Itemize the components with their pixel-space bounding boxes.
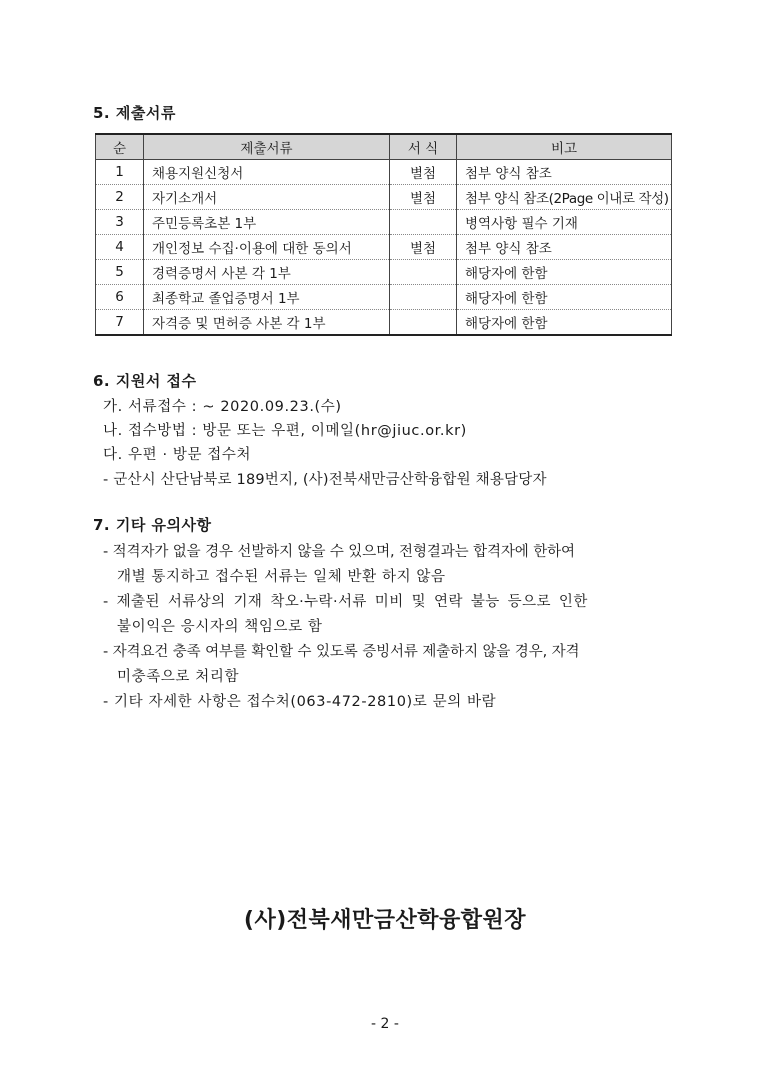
- row-document: 채용지원신청서: [144, 160, 390, 185]
- table-row: [96, 185, 672, 210]
- table-header-row: [96, 134, 672, 160]
- page-number: - 2 -: [371, 1016, 399, 1032]
- row-note: 병역사항 필수 기재: [457, 210, 672, 235]
- row-form: 별첨: [390, 160, 457, 185]
- receipt-address: - 군산시 산단남북로 189번지, (사)전북새만금산학융합원 채용담당자: [103, 472, 547, 488]
- section-6-title: 6. 지원서 접수: [93, 372, 197, 390]
- row-form: [390, 285, 457, 310]
- row-form: [390, 310, 457, 336]
- row-document: 경력증명서 사본 각 1부: [144, 260, 390, 285]
- row-note: 해당자에 한함: [457, 285, 672, 310]
- row-no: 5: [96, 260, 144, 285]
- row-note: 첨부 양식 참조: [457, 235, 672, 260]
- row-document: 최종학교 졸업증명서 1부: [144, 285, 390, 310]
- row-note: 첨부 양식 참조: [457, 160, 672, 185]
- row-form: [390, 210, 457, 235]
- header-form: 서 식: [390, 134, 457, 160]
- header-no: 순: [96, 134, 144, 160]
- issuer-signature: (사)전북새만금산학융합원장: [243, 908, 527, 933]
- row-document: 개인정보 수집·이용에 대한 동의서: [144, 235, 390, 260]
- row-document: 주민등록초본 1부: [144, 210, 390, 235]
- row-note: 해당자에 한함: [457, 310, 672, 336]
- table-row: [96, 285, 672, 310]
- header-note: 비고: [457, 134, 672, 160]
- header-document: 제출서류: [144, 134, 390, 160]
- row-form: [390, 260, 457, 285]
- row-no: 7: [96, 310, 144, 336]
- note-1-line-1: - 적격자가 없을 경우 선발하지 않을 수 있으며, 전형결과는 합격자에 한하여: [103, 544, 575, 560]
- row-form: 별첨: [390, 235, 457, 260]
- row-form: 별첨: [390, 185, 457, 210]
- row-no: 6: [96, 285, 144, 310]
- section-5-title: 5. 제출서류: [93, 104, 176, 122]
- row-no: 2: [96, 185, 144, 210]
- receipt-period: 가. 서류접수 : ~ 2020.09.23.(수): [103, 399, 342, 415]
- note-3-line-2: 미충족으로 처리함: [117, 669, 240, 685]
- note-2-line-1: - 제출된 서류상의 기재 착오·누락·서류 미비 및 연락 불능 등으로 인한: [103, 594, 588, 610]
- row-note: 해당자에 한함: [457, 260, 672, 285]
- note-3-line-1: - 자격요건 충족 여부를 확인할 수 있도록 증빙서류 제출하지 않을 경우, 자격: [103, 644, 580, 660]
- table-row: [96, 235, 672, 260]
- note-1-line-2: 개별 통지하고 접수된 서류는 일체 반환 하지 않음: [117, 569, 446, 585]
- row-note: 첨부 양식 참조(2Page 이내로 작성): [457, 185, 672, 210]
- table-row: [96, 210, 672, 235]
- row-document: 자기소개서: [144, 185, 390, 210]
- table-row: [96, 160, 672, 185]
- section-7-title: 7. 기타 유의사항: [93, 516, 212, 534]
- receipt-method: 나. 접수방법 : 방문 또는 우편, 이메일(hr@jiuc.or.kr): [103, 423, 467, 439]
- receipt-place-label: 다. 우편 · 방문 접수처: [103, 447, 252, 463]
- row-no: 4: [96, 235, 144, 260]
- documents-table: [95, 133, 672, 336]
- note-4: - 기타 자세한 사항은 접수처(063-472-2810)로 문의 바람: [103, 694, 497, 710]
- row-no: 1: [96, 160, 144, 185]
- row-no: 3: [96, 210, 144, 235]
- table-row: [96, 260, 672, 285]
- table-row: [96, 310, 672, 336]
- row-document: 자격증 및 면허증 사본 각 1부: [144, 310, 390, 336]
- note-2-line-2: 불이익은 응시자의 책임으로 함: [117, 619, 323, 635]
